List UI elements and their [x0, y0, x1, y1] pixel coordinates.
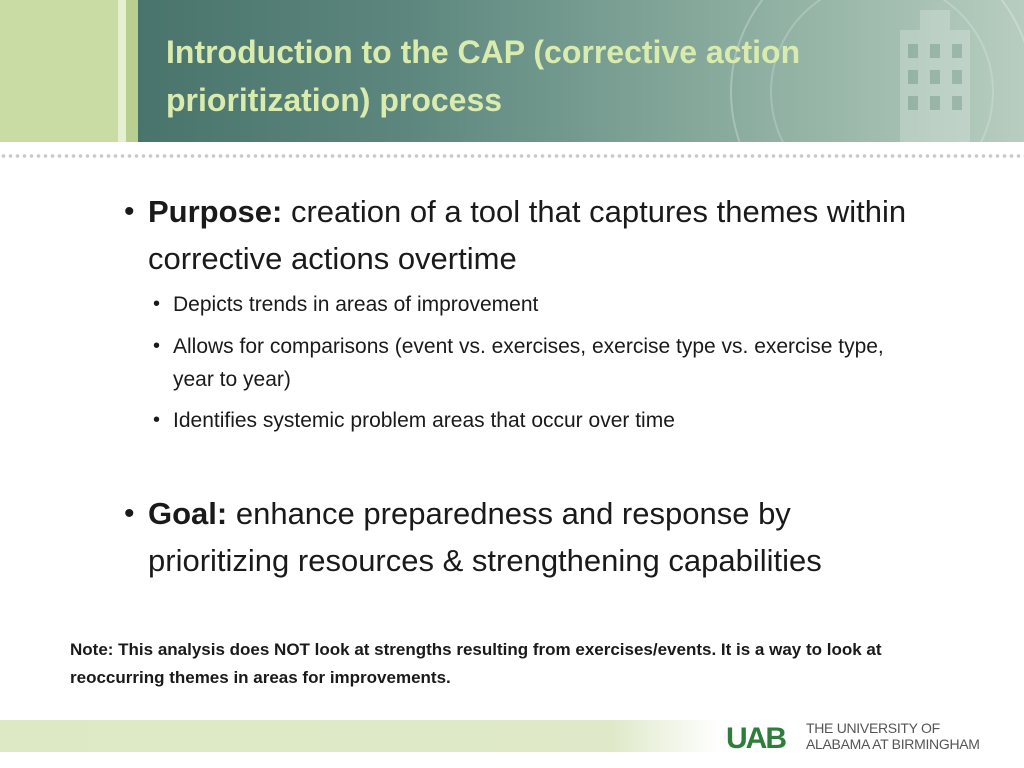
- uab-logo: [726, 718, 1016, 758]
- header-stripe-left: [0, 0, 118, 142]
- dotted-divider: [0, 152, 1024, 160]
- logo-mark: UAB: [726, 722, 785, 755]
- slide-note: Note: This analysis does NOT look at strengths resulting from exercises/events. It is a way to look at reoccurring themes in areas for improvements.: [70, 640, 882, 687]
- sub-bullet: • Depicts trends in areas of improvement: [173, 288, 913, 321]
- sub-bullet: • Identifies systemic problem areas that occur over time: [173, 404, 913, 437]
- logo-line-2: ALABAMA AT BIRMINGHAM: [806, 736, 980, 752]
- purpose-label: Purpose:: [148, 194, 283, 229]
- logo-line-1: THE UNIVERSITY OF: [806, 720, 940, 736]
- slide-title: Introduction to the CAP (corrective action prioritization) process: [166, 34, 801, 118]
- bullet-purpose: [148, 188, 908, 282]
- goal-text: enhance preparedness and response by prioritizing resources & strengthening capabilities: [148, 496, 822, 578]
- logo-text: [806, 720, 980, 752]
- bullet-goal: [148, 490, 908, 584]
- goal-label: Goal:: [148, 496, 228, 531]
- header-stripe-light: [118, 0, 126, 142]
- footer-bar: [0, 720, 720, 752]
- header-stripe-mid: [126, 0, 138, 142]
- slide-header: [0, 0, 1024, 142]
- sub-bullet: • Allows for comparisons (event vs. exercises, exercise type vs. exercise type, year to year): [173, 330, 913, 396]
- purpose-text: creation of a tool that captures themes within corrective actions overtime: [148, 194, 907, 276]
